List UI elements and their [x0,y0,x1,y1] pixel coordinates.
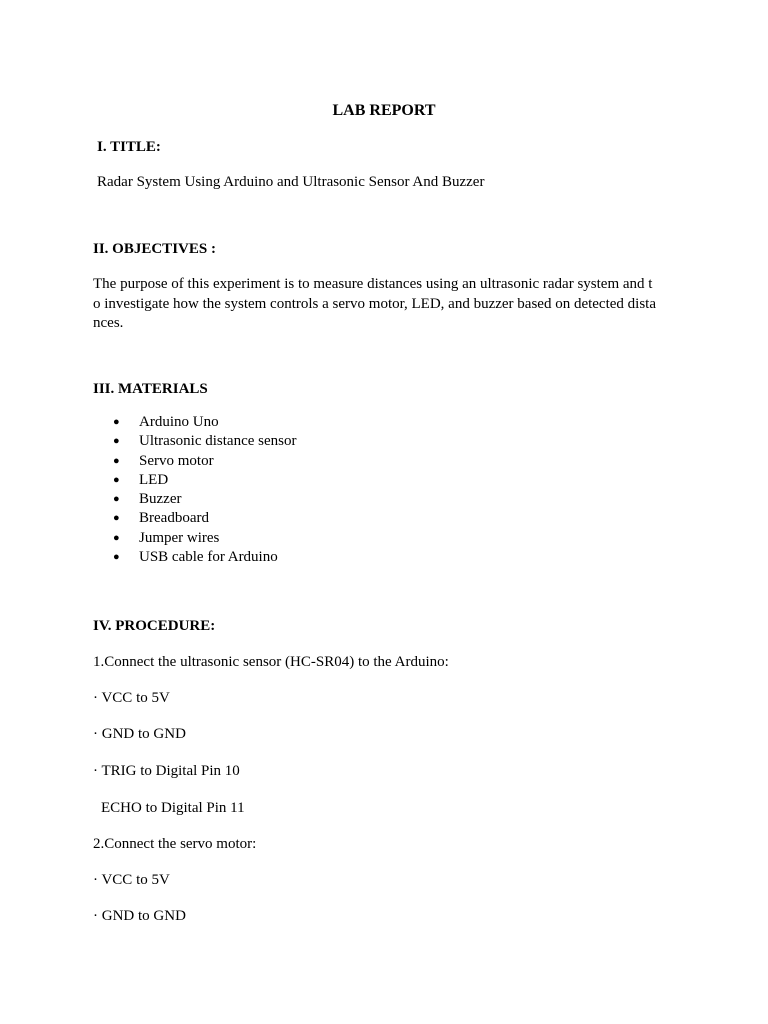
list-item: ● LED [113,471,296,490]
procedure-step: · TRIG to Digital Pin 10 [93,763,240,779]
bullet-icon: ● [113,493,120,506]
document-title: LAB REPORT [332,102,436,119]
materials-heading: III. MATERIALS [93,381,208,397]
list-item: ● Arduino Uno [113,413,296,432]
procedure-step: · VCC to 5V [93,872,170,888]
objectives-heading: II. OBJECTIVES : [93,241,216,257]
procedure-step: · VCC to 5V [93,690,170,706]
title-section-text: Radar System Using Arduino and Ultrasonic Sensor And Buzzer [97,174,485,190]
bullet-icon: ● [113,531,120,544]
procedure-step: · GND to GND [93,726,186,742]
bullet-icon: ● [113,512,120,525]
bullet-icon: ● [113,416,120,428]
bullet-icon: ● [113,454,120,467]
bullet-icon: ● [113,435,120,448]
procedure-step: · GND to GND [93,908,186,924]
list-item: ● Buzzer [113,490,296,509]
objectives-line: The purpose of this experiment is to measure distances using an ultrasonic radar system and t [93,276,653,292]
objectives-line: o investigate how the system controls a servo motor, LED, and buzzer based on detected dista [93,295,656,312]
objectives-line: nces. [93,315,124,331]
procedure-step: 1.Connect the ultrasonic sensor (HC-SR04) to the Arduino: [93,654,449,670]
procedure-step: ECHO to Digital Pin 11 [101,800,245,816]
bullet-icon: ● [113,473,120,486]
title-section-heading: I. TITLE: [97,139,161,155]
procedure-heading: IV. PROCEDURE: [93,618,216,634]
list-item: ● Ultrasonic distance sensor [113,432,296,451]
procedure-step: 2.Connect the servo motor: [93,836,257,852]
list-item: ● Servo motor [113,452,296,471]
list-item: ● USB cable for Arduino [113,548,296,567]
list-item: ● Breadboard [113,509,296,528]
list-item: ● Jumper wires [113,529,296,548]
bullet-icon: ● [113,551,120,564]
materials-list [113,413,296,567]
objectives-paragraph [93,275,683,334]
